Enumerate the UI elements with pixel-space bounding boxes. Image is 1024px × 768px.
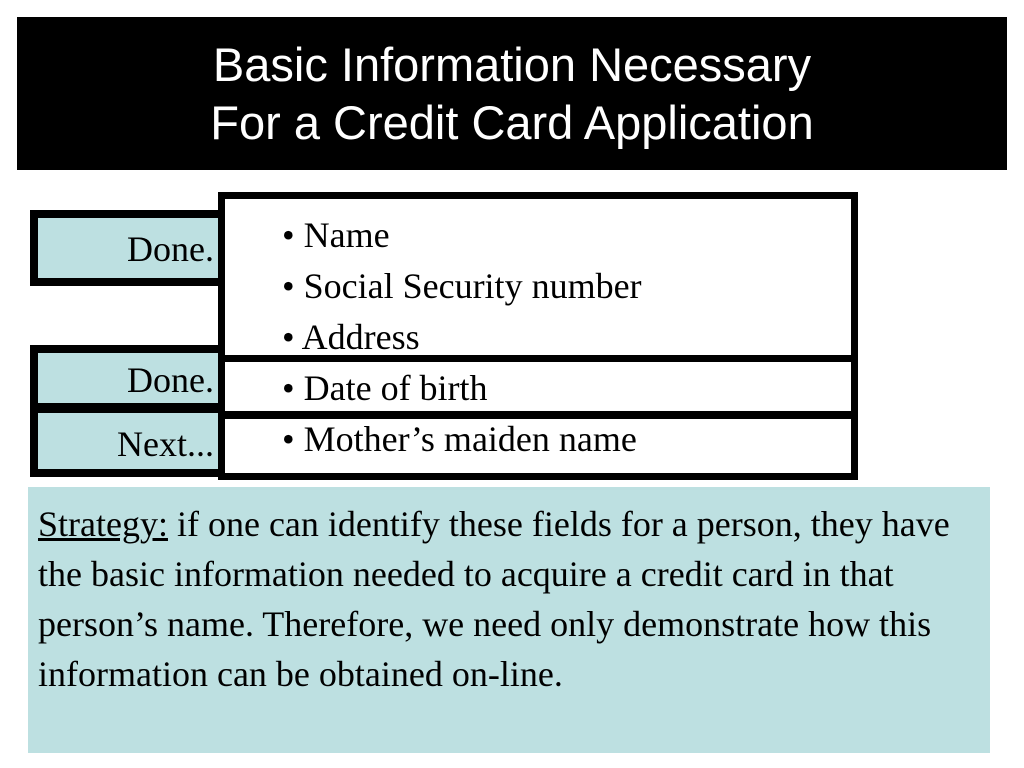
field-item: • Mother’s maiden name xyxy=(282,419,637,459)
status-label-date-of-birth: Done. xyxy=(30,345,230,411)
title-line-1: Basic Information Necessary xyxy=(212,37,812,91)
field-item: • Address xyxy=(282,317,420,357)
required-fields-list xyxy=(282,210,642,465)
field-item: • Social Security number xyxy=(282,266,642,306)
title-line-2: For a Credit Card Application xyxy=(210,95,814,149)
strategy-label: Strategy: xyxy=(38,504,168,544)
status-label-name: Done. xyxy=(30,210,230,286)
strategy-box xyxy=(28,487,990,753)
slide-title xyxy=(17,17,1007,170)
field-item: • Date of birth xyxy=(282,368,488,408)
strategy-text: if one can identify these fields for a person, they have the basic information needed to acquire a credit card in that person’s name. Therefore, we need only demonstrate how this information can be obtained on-line. xyxy=(38,504,950,694)
status-label-maiden-name: Next... xyxy=(30,405,230,477)
field-item: • Name xyxy=(282,215,390,255)
